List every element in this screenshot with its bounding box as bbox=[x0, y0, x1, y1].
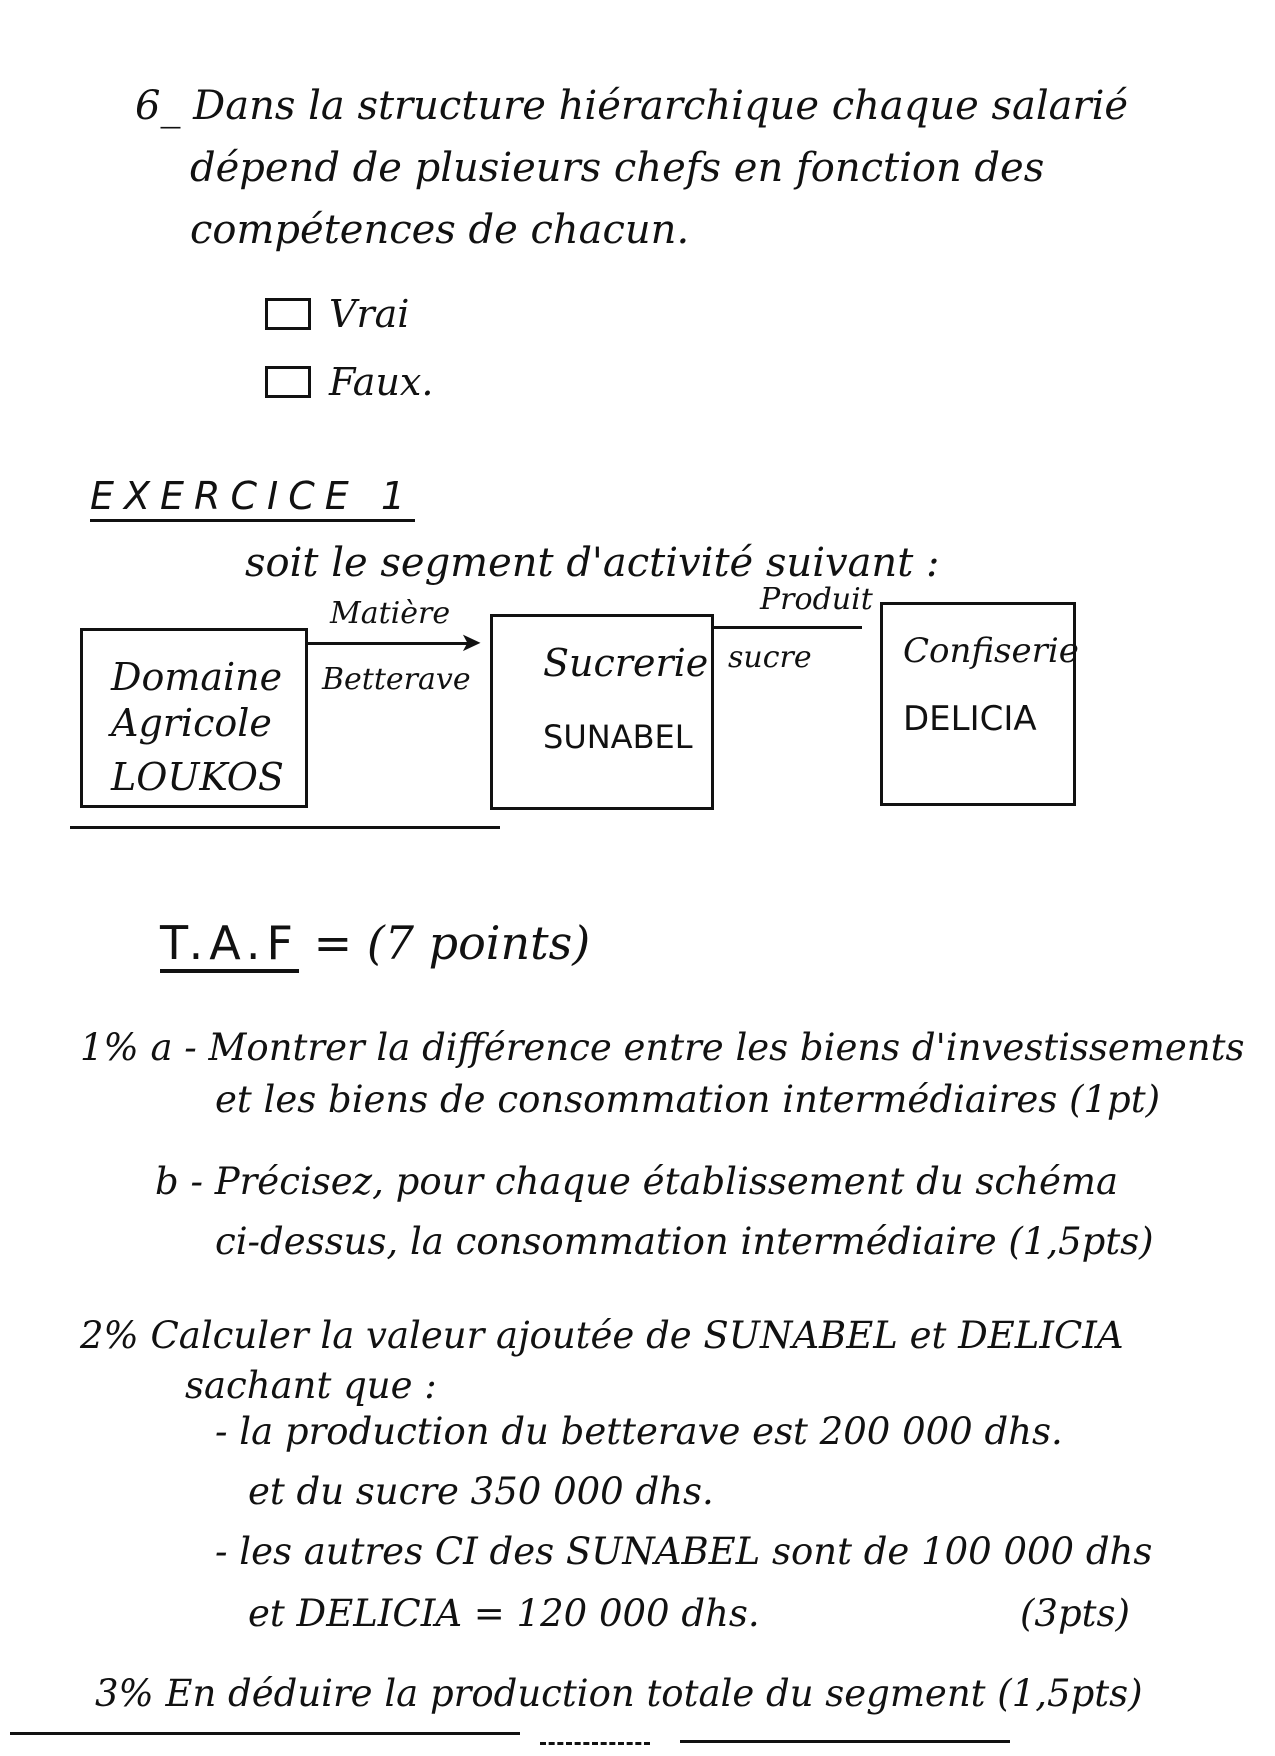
q1-b-line-2: ci-dessus, la consommation intermédiaire (1,5pts) bbox=[215, 1220, 1154, 1263]
box-3-line-2: DELICIA bbox=[903, 699, 1037, 739]
exercise-intro: soit le segment d'activité suivant : bbox=[245, 540, 940, 586]
box-1-line-3: LOUKOS bbox=[111, 755, 284, 799]
box-1-line-2: Agricole bbox=[111, 701, 272, 745]
taf-points: (7 points) bbox=[366, 916, 591, 970]
arrow-2-line bbox=[714, 626, 862, 629]
box-2-line-1: Sucrerie bbox=[543, 641, 709, 685]
box-2-line-2: SUNABEL bbox=[543, 718, 693, 756]
q2-line-3: - la production du betterave est 200 000 dhs. bbox=[215, 1410, 1063, 1453]
question-6-line-3: compétences de chacun. bbox=[190, 207, 690, 253]
q1-b-line-1: b - Précisez, pour chaque établissement du schéma bbox=[155, 1160, 1119, 1203]
q2-line-4: et du sucre 350 000 dhs. bbox=[248, 1470, 714, 1513]
q2-line-6: et DELICIA = 120 000 dhs. bbox=[248, 1592, 760, 1635]
box-1-line-1: Domaine bbox=[111, 655, 283, 699]
question-6-line-2: dépend de plusieurs chefs en fonction des bbox=[190, 145, 1045, 191]
box-3-line-1: Confiserie bbox=[903, 631, 1079, 671]
arrow-2-label-top: Produit bbox=[760, 582, 873, 617]
checkbox-vrai[interactable] bbox=[265, 298, 311, 330]
bottom-rule-right bbox=[680, 1740, 1010, 1743]
q2-line-2: sachant que : bbox=[185, 1364, 437, 1407]
option-vrai-label: Vrai bbox=[329, 292, 410, 336]
q2-line-5: - les autres CI des SUNABEL sont de 100 000 dhs bbox=[215, 1530, 1153, 1573]
diagram-base-line bbox=[70, 826, 500, 829]
q1-a-line-2: et les biens de consommation intermédiaires (1pt) bbox=[215, 1078, 1161, 1121]
arrow-1-line bbox=[305, 642, 473, 645]
box-confiserie-delicia bbox=[880, 602, 1079, 806]
box-domaine-agricole bbox=[80, 628, 308, 808]
bottom-rule-left bbox=[10, 1732, 520, 1735]
bottom-rule-dashed bbox=[540, 1742, 650, 1745]
taf-heading bbox=[160, 916, 590, 970]
arrow-1-label-bottom: Betterave bbox=[322, 662, 471, 697]
taf-separator: = bbox=[313, 916, 353, 970]
q3-line: 3% En déduire la production totale du segment (1,5pts) bbox=[95, 1672, 1143, 1715]
q2-line-1: 2% Calculer la valeur ajoutée de SUNABEL et DELICIA bbox=[80, 1314, 1124, 1357]
question-6-line-1: 6_ Dans la structure hiérarchique chaque salarié bbox=[135, 83, 1129, 129]
checkbox-faux[interactable] bbox=[265, 366, 311, 398]
q2-points: (3pts) bbox=[1020, 1592, 1130, 1635]
exercise-title: EXERCICE 1 bbox=[90, 474, 415, 518]
option-vrai[interactable] bbox=[265, 292, 409, 336]
q1-a-line-1: 1% a - Montrer la différence entre les biens d'investissements bbox=[80, 1026, 1245, 1069]
taf-label: T.A.F bbox=[160, 916, 300, 970]
option-faux-label: Faux. bbox=[329, 360, 434, 404]
arrow-2-label-bottom: sucre bbox=[728, 640, 812, 675]
arrow-1-head-icon: ➤ bbox=[460, 628, 482, 658]
option-faux[interactable] bbox=[265, 360, 433, 404]
box-sucrerie-sunabel bbox=[490, 614, 714, 810]
arrow-1-label-top: Matière bbox=[330, 596, 451, 631]
